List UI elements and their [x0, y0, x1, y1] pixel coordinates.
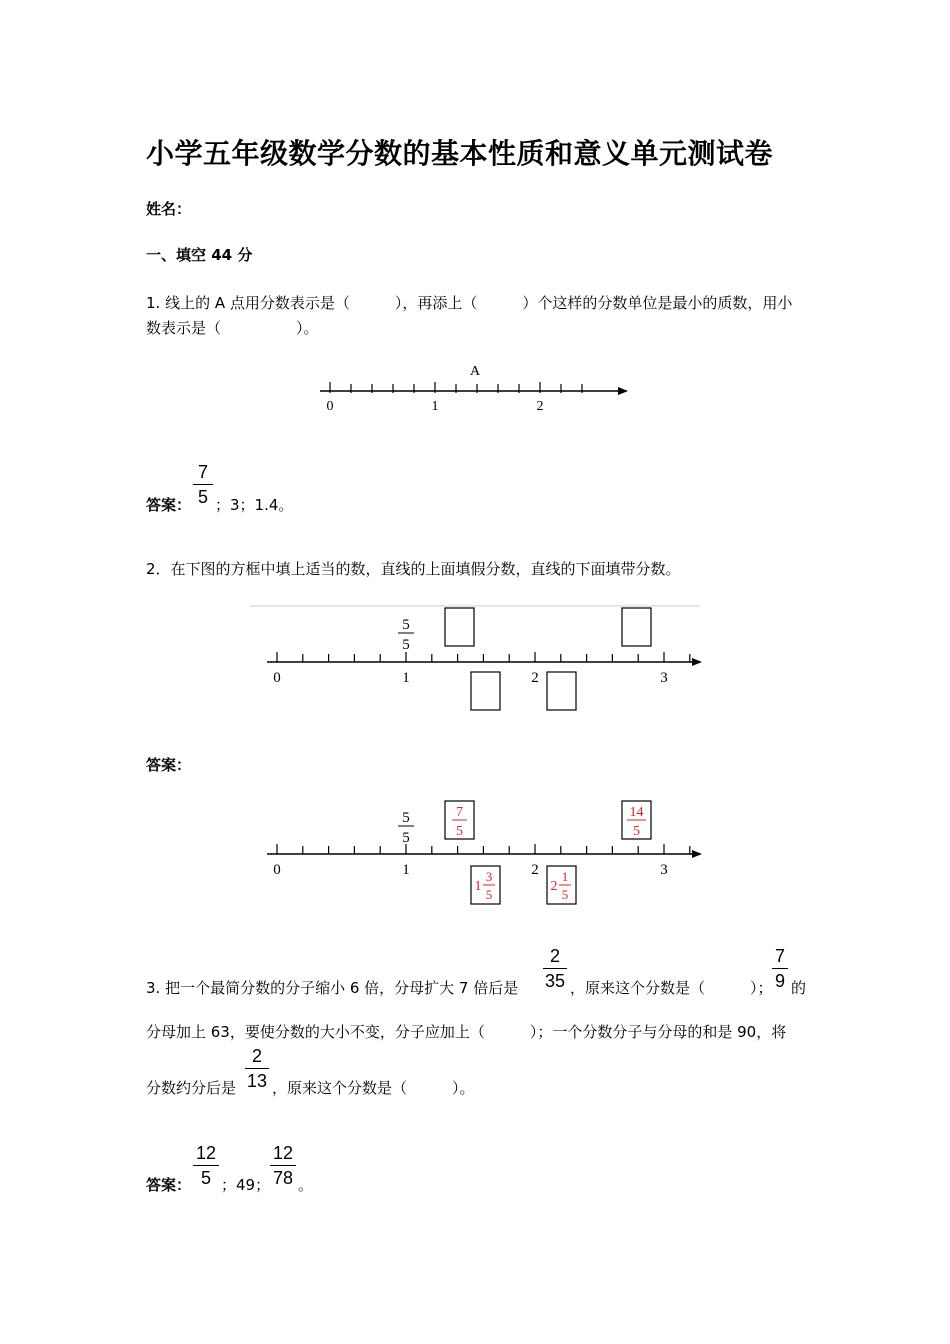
tick-label: 0 [273, 862, 281, 878]
numerator: 12 [272, 1143, 294, 1163]
answer-denominator: 5 [485, 887, 493, 902]
given-fraction-denominator: 5 [402, 830, 410, 846]
tick-label: 1 [431, 399, 439, 414]
tick-label: 3 [660, 862, 668, 878]
denominator: 13 [246, 1071, 268, 1091]
answer-denominator: 5 [561, 887, 569, 902]
denominator: 9 [774, 971, 785, 991]
q3-answer-label: 答案： [146, 1176, 192, 1194]
tick-label: 2 [536, 399, 544, 414]
q3-answer-fraction-2 [270, 1143, 296, 1188]
section-header: 一、填空 44 分 [146, 246, 253, 264]
axis-arrow [618, 387, 628, 395]
denominator: 5 [200, 1168, 211, 1188]
q3-fraction-2-13 [245, 1046, 269, 1091]
q1-answer-rest: ；3；1.4。 [215, 496, 294, 514]
q3-answer-end: 。 [298, 1176, 314, 1194]
answer-numerator: 3 [485, 869, 493, 884]
denominator: 35 [544, 971, 566, 991]
given-fraction [398, 617, 414, 653]
answer-denominator: 5 [633, 824, 640, 839]
answer-denominator: 5 [456, 824, 463, 839]
q2-answer-label: 答案： [146, 756, 192, 774]
q3-text-line3b: ，原来这个分数是（ ）。 [272, 1079, 475, 1097]
given-fraction [398, 810, 414, 846]
tick-label: 0 [326, 399, 334, 414]
q3-text-line3a: 分数约分后是 [146, 1079, 237, 1097]
page-title: 小学五年级数学分数的基本性质和意义单元测试卷 [146, 137, 774, 170]
q3-answer-fraction-1 [193, 1143, 219, 1188]
answer-box-7-5 [445, 801, 474, 839]
answer-box-14-5 [622, 801, 651, 839]
tick-label: 3 [660, 670, 668, 686]
blank-box-below-1[interactable] [471, 672, 500, 710]
answer-box-1-3-5 [471, 866, 500, 904]
given-fraction-denominator: 5 [402, 637, 410, 653]
q3-fraction-7-9 [772, 946, 788, 991]
fraction-bar [772, 968, 788, 969]
tick-label: 0 [273, 670, 281, 686]
fraction-bar [270, 1165, 296, 1166]
q1-text-line1: 1. 线上的 A 点用分数表示是（ ），再添上（ ）个这样的分数单位是最小的质数，用小 [146, 294, 793, 312]
fraction-bar [543, 968, 567, 969]
answer-numerator: 14 [629, 805, 644, 820]
q3-text-line2: 分母加上 63，要使分数的大小不变，分子应加上（ ）；一个分数分子与分母的和是 90，将 [146, 1023, 787, 1041]
q1-answer-label: 答案： [146, 496, 192, 514]
blank-box-above-2[interactable] [622, 608, 651, 646]
answer-numerator: 7 [456, 805, 463, 820]
fraction-bar [193, 1165, 219, 1166]
denominator: 5 [197, 487, 208, 507]
answer-whole: 2 [550, 879, 558, 894]
name-label: 姓名： [146, 200, 192, 218]
given-fraction-numerator: 5 [402, 810, 410, 826]
q1-text-line2: 数表示是（ ）。 [146, 319, 319, 337]
blank-box-below-2[interactable] [547, 672, 576, 710]
q1-number-line [310, 355, 640, 415]
fraction-bar [245, 1068, 269, 1069]
numerator: 2 [549, 946, 560, 966]
tick-label: 2 [531, 862, 539, 878]
q1-answer-fraction [193, 462, 213, 507]
fraction-bar [193, 484, 213, 485]
numerator: 2 [251, 1046, 262, 1066]
answer-whole: 1 [474, 879, 482, 894]
axis-arrow [692, 658, 702, 666]
q3-answer-mid: ；49； [221, 1176, 271, 1194]
tick-label: 2 [531, 670, 539, 686]
numerator: 12 [195, 1143, 217, 1163]
q2-text: 2．在下图的方框中填上适当的数，直线的上面填假分数，直线的下面填带分数。 [146, 560, 681, 578]
q3-text-line1b: ，原来这个分数是（ ）； [570, 979, 773, 997]
q2-answer-figure [240, 790, 710, 910]
numerator: 7 [774, 946, 785, 966]
point-a-label: A [469, 364, 481, 379]
q3-text-line1c: 的 [791, 979, 807, 997]
q3-fraction-2-35 [543, 946, 567, 991]
answer-numerator: 1 [561, 869, 569, 884]
tick-label: 1 [402, 670, 410, 686]
axis-arrow [692, 850, 702, 858]
numerator: 7 [197, 462, 208, 482]
tick-label: 1 [402, 862, 410, 878]
denominator: 78 [272, 1168, 294, 1188]
given-fraction-numerator: 5 [402, 617, 410, 633]
blank-box-above-1[interactable] [445, 608, 474, 646]
q2-figure [240, 598, 710, 718]
q3-text-line1a: 3. 把一个最简分数的分子缩小 6 倍，分母扩大 7 倍后是 [146, 979, 519, 997]
answer-box-2-1-5 [547, 866, 576, 904]
